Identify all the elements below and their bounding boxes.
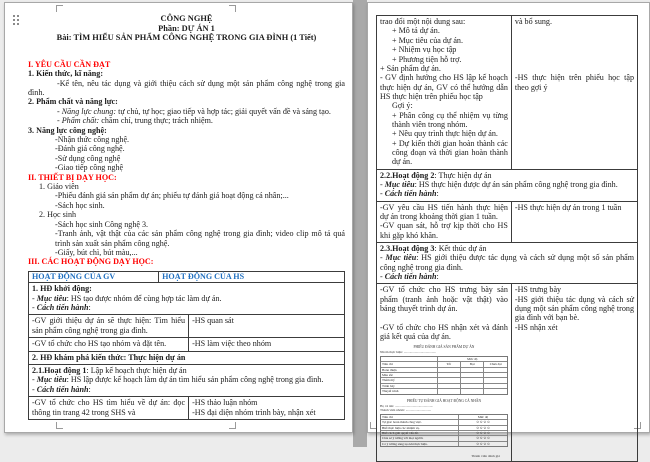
table-row [29,338,344,351]
form-cell[interactable] [438,389,461,393]
form-cell[interactable] [484,389,506,393]
form-cell[interactable] [438,378,461,382]
table-row [377,16,637,170]
table-row [377,243,637,284]
text-run: Mục tiêu [36,293,67,303]
text-line: + Mô tả dự án. [392,26,440,36]
text-run: Mục tiêu [36,375,67,385]
form-cell: Tiêu chí [381,415,459,419]
text-run: : HS giới thiệu được tác dụng và cách sử dụng một số sản phẩm công nghệ trong gia đình. [380,253,635,272]
page-1 [4,2,353,433]
form-title: PHIẾU ĐÁNH GIÁ SẢN PHẨM DỰ ÁN [413,345,475,350]
text-line: -GV tổ chức cho HS nhận xét và đánh giá kết quả của dự án. [380,322,508,341]
col-header-hs: HOẠT ĐỘNG CỦA HS [158,272,344,282]
form-cell: Thẩm mỹ [381,378,438,382]
text-run: tự chủ, tự học; giao tiếp và hợp tác; giải quyết vấn đề và sáng tạo. [116,106,331,116]
text-run: Năng lực chung: [61,106,117,116]
activity-header-cell [377,243,637,283]
text-run: Phẩm chất: [61,116,100,126]
form-cell[interactable] [461,368,484,372]
text-run: : Thực hiện dự án [434,170,492,180]
text-run: - [57,116,62,126]
text-line [380,313,508,322]
text-line: + Nêu quy trình thực hiện dự án. [392,129,498,139]
star-rating[interactable]: ✩ ✩ ✩ ✩ [476,441,490,446]
form-row [381,388,507,393]
margin-corner-mark [56,422,63,429]
form-group-line: Thành viên nhóm: .............................. [380,408,432,413]
form-cell[interactable] [461,384,484,388]
doc-title-part: Phần: DỰ ÁN 1 [158,23,215,33]
text-line: 1. Giáo viên [39,182,79,192]
self-assessment-form [380,399,508,460]
text-run: - [380,271,385,281]
text-run: Cách tiến hành [36,302,89,312]
star-rating[interactable]: ✩ ✩ ✩ ✩ [476,430,490,435]
text-line: -Tranh ảnh, vật thật của các sản phẩm công nghệ trong gia đình; video clip mô tả quá trình sản xuất sản phẩm công nghệ. [55,229,345,248]
text-line [32,303,341,312]
text-line: -GV tổ chức cho HS tạo nhóm và đặt tên. [32,339,167,349]
table-row [377,284,637,461]
text-run: : [436,271,439,281]
margin-corner-mark [229,422,236,429]
text-run: - [380,253,386,263]
form-row [381,383,507,388]
text-run: : Lập kế hoạch thực hiện dự án [86,365,187,375]
table-row [29,397,344,419]
page-gap [353,0,367,447]
form-row [381,435,507,440]
form-cell: Biết thực hiện các nhiệm vụ. [381,426,459,430]
gv-cell [377,202,511,242]
page-2 [367,2,650,459]
form-row [381,425,507,430]
text-line: -HS làm việc theo nhóm [192,339,272,349]
page-1-content [28,14,345,420]
form-row [381,430,507,435]
text-line [380,253,634,272]
text-line: -GV quan sát, hỗ trợ kịp thời cho HS khi gặp khó khăn. [380,221,508,240]
text-line: -Sách học sinh Công nghệ 3. [55,219,149,229]
hs-cell [511,16,637,169]
text-line: -HS giới thiệu tác dụng và cách sử dụng một sản phẩm công nghệ trong gia đình với bạn bè. [514,294,634,323]
text-line: 1. Kiến thức, kĩ năng: [28,69,104,79]
text-line [28,107,345,116]
table-row [29,352,344,365]
text-line: + Mục tiêu của dự án. [392,35,463,45]
hs-cell [188,315,344,337]
drag-handle-icon[interactable] [13,15,15,17]
text-line: 2. Học sinh [39,210,77,220]
text-line: -GV tổ chức cho HS trưng bày sản phẩm (tranh ảnh hoặc vật thật) vào bảng thuyết trình dự án. [380,285,508,313]
text-run: - [32,375,37,385]
form-row [381,357,507,361]
gv-cell [377,284,511,461]
text-line: -GV tổ chức cho HS tìm hiểu về dự án: đọc thông tin trang 42 trong SHS và [32,398,186,417]
text-line: -HS thực hiện dự án trong 1 tuần [514,202,622,212]
activities-table-right [376,15,638,462]
text-run: : Kết thúc dự án [434,243,487,253]
form-row [381,372,507,377]
text-line [32,385,341,394]
activity-header-cell [29,352,344,364]
gv-cell [29,397,188,419]
text-line: -HS trưng bày [514,285,562,295]
form-cell[interactable] [484,368,506,372]
form-cell[interactable] [438,373,461,377]
text-line: + Phương tiện hỗ trợ. [392,54,462,64]
text-run: : [88,302,91,312]
form-cell[interactable] [484,373,506,377]
form-cell[interactable] [484,384,506,388]
text-line: - GV định hướng cho HS lập kế hoạch thực hiện dự án, GV có thể hướng dẫn HS thực hiện trên phiếu học tập [380,73,508,101]
text-line: -HS quan sát [192,316,234,326]
text-run: : HS lập được kế hoạch làm dự án tìm hiểu sản phẩm công nghệ trong gia đình. [66,375,324,385]
text-run: - [32,293,37,303]
form-subtitle: Nhóm thực hiện: ...................................... [380,350,436,355]
form-cell: Trình bày [381,384,438,388]
doc-title-lesson: Bài: TÌM HIỂU SẢN PHẨM CÔNG NGHỆ TRONG GIA ĐÌNH (1 Tiết) [56,33,317,43]
form-row [381,367,507,372]
text-run: 2.1.Hoạt động 1 [32,365,87,375]
text-run: 2.2.Hoạt động 2 [380,170,435,180]
page-2-content [376,13,638,462]
form-cell: Tiêu chí [381,362,438,366]
text-run: : HS thực hiện được dự án sản phẩm công nghệ trong gia đình. [414,179,618,189]
text-line [380,272,634,281]
form-cell: Biết cách giải quyết vấn đề. [381,431,459,435]
form-cell[interactable] [484,378,506,382]
text-line: I. YÊU CẦU CẦN ĐẠT [28,59,111,69]
hs-cell [188,397,344,419]
text-run: chăm chỉ, trung thực; trách nhiệm. [99,116,213,126]
text-line: + Phân công cụ thể nhiệm vụ từng thành viên trong nhóm. [392,110,508,129]
form-row [381,361,507,366]
form-cell[interactable] [461,373,484,377]
form-row [381,415,507,419]
table-row [377,202,637,243]
text-run: : HS tạo được nhóm để cùng hợp tác làm dự án. [66,293,222,303]
col-header-gv: HOẠT ĐỘNG CỦA GV [32,271,116,281]
doc-title-subject: CÔNG NGHỆ [160,14,213,23]
star-rating[interactable]: ✩ ✩ ✩ ✩ [476,420,490,425]
margin-corner-mark [56,5,63,12]
gv-cell-text [380,285,508,341]
text-line: -HS thảo luận nhóm [192,398,258,408]
text-line: -Giao tiếp công nghệ [55,163,124,173]
text-run: - [32,384,37,394]
text-line: + Nhiệm vụ học tập [392,45,457,55]
form-cell: Mức độ [467,356,478,361]
form-cell: Mức độ [477,414,489,419]
hs-cell [511,202,637,242]
form-title: PHIẾU TỰ ĐÁNH GIÁ HOẠT ĐỘNG CÁ NHÂN [406,398,482,403]
text-line [32,375,341,384]
form-cell[interactable] [461,378,484,382]
table-row [377,170,637,202]
text-line: -HS nhận xét [514,322,558,332]
self-assessment-grid [380,414,508,447]
form-cell: Tốt [438,362,461,366]
table-header-row [29,272,344,283]
form-cell: Tự giác hoàn thành công việc. [381,420,459,424]
text-line: 1. HĐ khởi động: [32,284,92,294]
form-cell: Hoàn thiện [381,368,438,372]
assessment-grid [380,356,508,395]
form-row [381,441,507,446]
text-run: Cách tiến hành [384,189,437,199]
hs-cell [188,338,344,350]
text-line: 3. Năng lực công nghệ: [28,125,107,135]
form-cell: Chưa đạt [489,362,502,367]
text-run: - [32,302,37,312]
form-cell: Có ý tưởng sáng tạo khi thực hiện. [381,442,459,446]
form-footer: Thành viên đánh giá [471,454,500,459]
table-row [29,315,344,338]
text-run: Cách tiến hành [384,271,437,281]
text-line: Gợi ý: [392,101,413,111]
text-run: - [57,106,62,116]
text-line: -Sử dụng công nghệ [55,153,121,163]
text-run: : [436,189,439,199]
text-line: II. THIẾT BỊ DẠY HỌC: [28,172,117,182]
text-run: 2.3.Hoạt động 3 [380,243,435,253]
text-line [28,116,345,125]
text-line [380,180,634,189]
hs-cell [511,284,637,461]
spacer [28,43,345,60]
table-row [29,283,344,315]
activity-header-cell [29,365,344,396]
text-line: III. CÁC HOẠT ĐỘNG DẠY HỌC: [28,257,154,267]
gv-cell [29,338,188,350]
text-line [32,366,341,375]
form-cell: Chia sẻ ý tưởng với mọi người. [381,436,459,440]
text-line: 2. HĐ khám phá kiến thức: Thực hiện dự án [32,352,186,362]
text-run: Mục tiêu [384,179,415,189]
text-line: -HS thực hiện trên phiếu học tập theo gợi ý [514,73,634,92]
text-line [380,244,634,253]
text-line: -Đánh giá công nghệ. [55,144,125,154]
text-line: trao đổi một nội dung sau: [380,17,466,26]
star-rating[interactable]: ✩ ✩ ✩ ✩ [476,436,490,441]
form-cell[interactable] [461,389,484,393]
table-row [29,365,344,397]
text-line: + Sản phẩm dự án. [380,63,441,73]
text-line: -Nhận thức công nghệ. [55,135,130,145]
text-line [380,171,634,180]
form-row [381,419,507,424]
form-cell [381,357,438,361]
form-cell: Đạt [461,362,484,366]
text-run: : [88,384,91,394]
text-run: - [380,179,385,189]
form-cell[interactable] [438,384,461,388]
star-rating[interactable]: ✩ ✩ ✩ ✩ [476,425,490,430]
activity-header-cell [29,283,344,314]
project-assessment-form [380,345,508,394]
form-row [381,377,507,382]
text-line: -Giấy, bút chì, bút màu,... [55,247,138,257]
text-line: -Sách học sinh. [55,200,105,210]
text-line: -HS đại diện nhóm trình bày, nhận xét [192,407,316,417]
form-cell: Thuyết trình [381,389,438,393]
text-line: -Phiếu đánh giá sản phẩm dự án; phiếu tự đánh giá hoạt động cá nhân;... [55,191,289,201]
text-run: Cách tiến hành [36,384,89,394]
form-cell: Màu sắc [381,373,438,377]
activities-table-left [28,271,345,420]
text-line: -Kể tên, nêu tác dụng và giới thiệu cách sử dụng một sản phẩm công nghệ trong gia đình. [28,78,345,97]
text-line: -GV yêu cầu HS tiến hành thực hiện dự án trong khoảng thời gian 1 tuần. [380,202,508,221]
gv-cell [29,315,188,337]
text-line [380,189,634,198]
text-line: 2. Phẩm chất và năng lực: [28,97,118,107]
text-run: - [380,189,385,199]
text-run: Mục tiêu [385,253,417,263]
gv-cell [377,16,511,169]
form-name-line: Họ và tên: ............................................. [380,403,434,408]
text-line: -GV giới thiệu dự án sẽ thực hiện: Tìm hiểu sản phẩm công nghệ trong gia đình. [32,316,186,335]
margin-corner-mark [229,5,236,12]
text-line [32,294,341,303]
text-line: và bổ sung. [514,17,552,26]
text-line: + Dự kiến thời gian hoàn thành các công đoạn và thời gian hoàn thành dự án. [392,138,508,167]
body-text [28,60,345,267]
form-cell[interactable] [438,368,461,372]
activity-header-cell [377,170,637,201]
